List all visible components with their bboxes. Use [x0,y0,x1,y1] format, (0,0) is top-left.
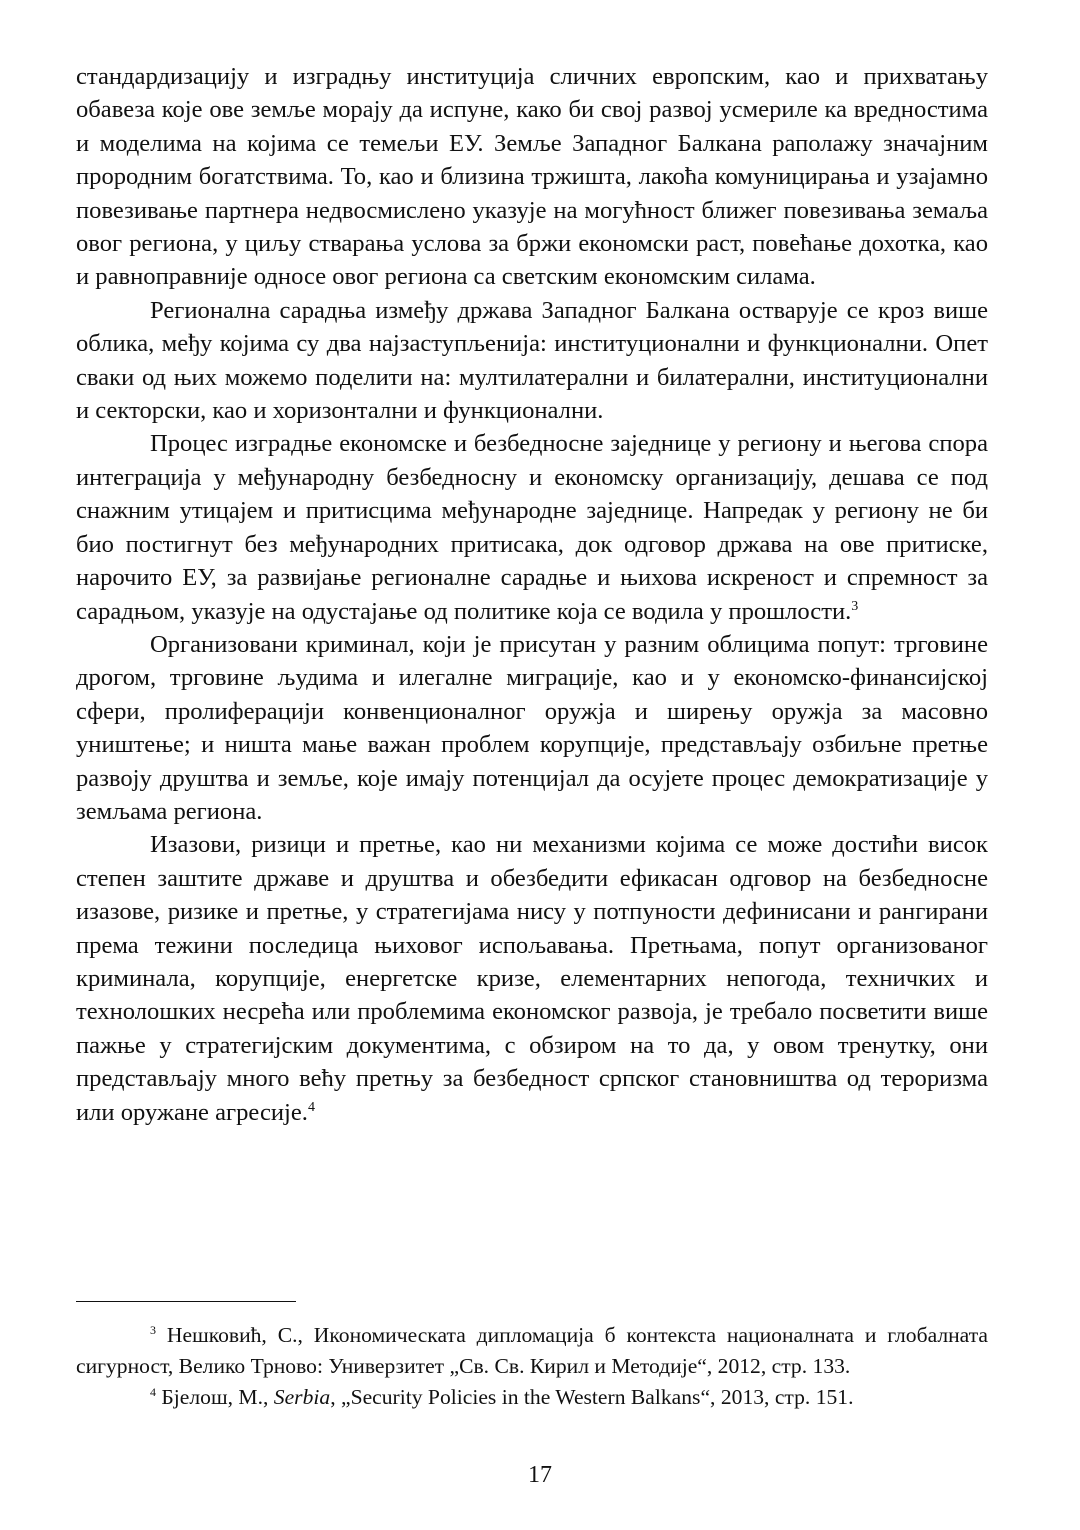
body-text [76,60,988,1129]
paragraph-text: Регионална сарадња између држава Западног Балкана остварује се кроз више облика, међу којима су два најзаступљенија: институционални и функционални. Опет сваки од њих можемо поделити на: мултилатерални и билатерални, институционални и секторски, као и хоризонтални и функционални. [76,296,988,425]
footnote-text-before: Бјелош, М., [161,1385,274,1409]
footnote-text-after: , „Security Policies in the Western Balkans“, 2013, стр. 151. [330,1385,854,1409]
paragraph-text: стандардизацију и изградњу институција сличних европским, као и прихватању обавеза које ове земље морају да испуне, како би свој развој усмериле ка вредностима и моделима на којима се темељи ЕУ. Земље Западног Балкана раполажу значајним прородним богатствима. То, као и близина тржишта, лакоћа комуницирања и узајамно повезивање партнера недвосмислено указује на могућност ближег повезивања земаља овог региона, у циљу стварања услова за бржи економски раст, повећање дохотка, као и равноправније односе овог региона са светским економским силама. [76,63,988,291]
footnote-number: 3 [150,1323,156,1337]
paragraph-3 [76,427,988,627]
footnote-separator [76,1301,296,1302]
paragraph-text: Изазови, ризици и претње, као ни механизми којима се може достићи висок степен заштите државе и друштва и обезбедити ефикасан одговор на безбедносне изазове, ризике и претње, у стратегијама нису у потпуности дефинисани и рангирани према тежини последица њиховог испољавања. Претњама, попут организованог криминала, корупције, енергетске кризе, елементарних непогода, техничких и технолошких несрећа или проблемима економског развоја, је требало посветити више пажње у стратегијским документима, с обзиром на то да, у овом тренутку, они представљају много већу претњу за безбедност српског становништва од тероризма или оружане агресије. [76,831,988,1126]
paragraph-5 [76,828,988,1129]
footnotes [76,1320,988,1413]
paragraph-4 [76,628,988,828]
footnote-3 [76,1320,988,1382]
footnote-italic-title: Serbia [273,1385,331,1409]
page-number: 17 [528,1462,552,1488]
paragraph-text: Процес изградње економске и безбедносне заједнице у региону и његова спора интеграција у међународну безбедносну и економску организацију, дешава се под снажним утицајем и притисцима међународне заједнице. Напредак у региону не би био постигнут без међународних притисака, док одговор држава на ове притиске, нарочито ЕУ, за развијање регионалне сарадње и њихова искреност и спремност за сарадњом, указује на одустајање од политике која се водила у прошлости. [76,430,988,625]
footnote-ref-4[interactable]: 4 [307,1099,315,1115]
paragraph-2 [76,294,988,428]
footnote-text: Нешковић, С., Икономическата дипломација б контекста националната и глобалната сигурност, Велико Трново: Универзитет „Св. Св. Кирил и Методије“, 2012, стр. 133. [76,1323,988,1378]
footnote-4 [76,1382,988,1413]
paragraph-1 [76,60,988,294]
footnote-number: 4 [150,1385,156,1399]
paragraph-text: Организовани криминал, који је присутан у разним облицима попут: трговине дрогом, трговине људима и илегалне миграције, као и у економско-финансијској сфери, пролиферацији конвенционалног оружја и ширењу оружја за масовно уништење; и ништа мање важан проблем корупције, представљају озбиљне претње развоју друштва и земље, које имају потенцијал да осујете процес демократизације у земљама региона. [76,630,988,825]
footnote-ref-3[interactable]: 3 [851,598,859,614]
